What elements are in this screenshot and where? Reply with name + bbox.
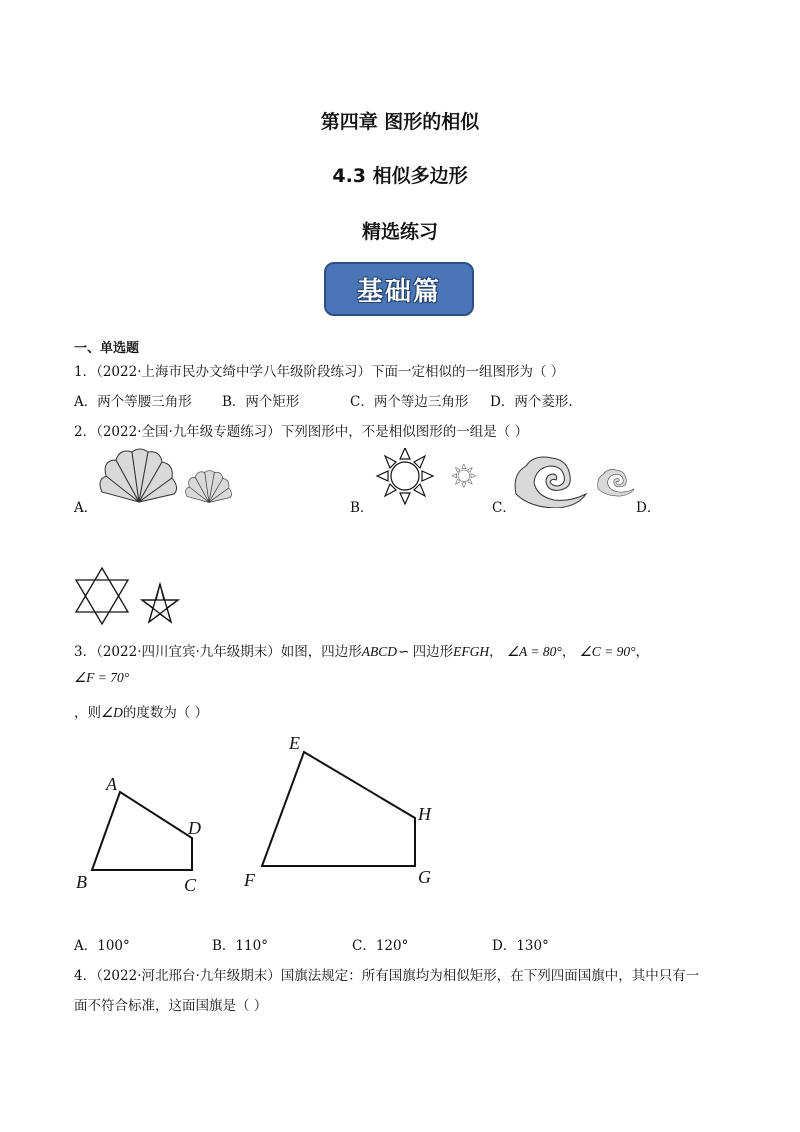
vertex-label-e: E [289, 733, 300, 753]
q2-label-c: C． [492, 500, 516, 516]
q2-label-b: B． [350, 500, 374, 516]
q1-option-b: B．两个矩形 [222, 394, 300, 410]
quad-abcd [92, 792, 192, 870]
q2-figure-a [94, 448, 244, 506]
q2-stem: 2．（2022·全国·九年级专题练习）下列图形中，不是相似图形的一组是（ ） [74, 424, 529, 440]
q3-math-angle-f: ∠F = 70° [74, 670, 130, 685]
q3-line3-b: 的度数为（ ） [122, 705, 209, 721]
q3-line3-a: ，则 [74, 705, 101, 721]
section-heading: 一、单选题 [74, 341, 140, 356]
q3-option-d: D．130° [492, 938, 549, 954]
q3-sep3: ， [635, 644, 649, 660]
q3-sep1: ， [489, 644, 503, 660]
q1-option-c: C．两个等边三角形 [350, 394, 469, 410]
q2-label-a: A． [74, 500, 98, 516]
q3-math-angle-c: ∠C = 90° [579, 644, 636, 659]
vertex-label-g: G [418, 867, 431, 887]
vertex-label-a: A [106, 774, 117, 794]
q2-label-d: D． [636, 500, 661, 516]
q3-sep2: ， [561, 644, 576, 660]
q4-stem-line1: 4．（2022·河北邢台·九年级期末）国旗法规定：所有国旗均为相似矩形，在下列四面国旗中，其中只有一 [74, 968, 700, 984]
q2-figure-c [512, 454, 634, 508]
q3-stem-line3 [74, 701, 208, 721]
q3-option-b: B．110° [212, 938, 268, 954]
vertex-label-c: C [184, 875, 197, 895]
chapter-title: 第四章 图形的相似 [320, 111, 480, 133]
q2-figure-b [372, 448, 482, 508]
level-badge [324, 262, 474, 316]
q3-math-angle-d: ∠D [101, 705, 123, 720]
q3-math-abcd: ABCD∽ [361, 644, 409, 659]
section-title: 4.3 相似多边形 [332, 165, 468, 187]
q1-option-a: A．两个等腰三角形 [74, 394, 192, 410]
q4-stem-line2: 面不符合标准，这面国旗是（ ） [74, 998, 268, 1014]
q1-stem: 1．（2022·上海市民办文绮中学八年级阶段练习）下面一定相似的一组图形为（ ） [74, 364, 565, 380]
vertex-label-f: F [244, 870, 255, 890]
quad-efgh [262, 752, 415, 866]
q3-stem-a: 3．（2022·四川宜宾·九年级期末）如图，四边形 [74, 644, 362, 660]
q1-option-d: D．两个菱形. [490, 394, 573, 410]
vertex-label-h: H [418, 804, 431, 824]
exercise-subtitle: 精选练习 [361, 221, 438, 243]
q3-stem-line1 [74, 640, 649, 660]
q3-math-efgh: EFGH [453, 644, 490, 659]
vertex-label-d: D [188, 818, 201, 838]
q3-stem-b: 四边形 [412, 644, 454, 660]
q2-figure-d [72, 566, 184, 626]
level-badge-label: 基础篇 [356, 276, 441, 307]
q3-quadrilateral-figure [70, 728, 450, 898]
q3-option-c: C．120° [352, 938, 409, 954]
vertex-label-b: B [76, 872, 87, 892]
q3-math-angle-a: ∠A = 80° [506, 644, 562, 659]
q3-option-a: A．100° [74, 938, 130, 954]
